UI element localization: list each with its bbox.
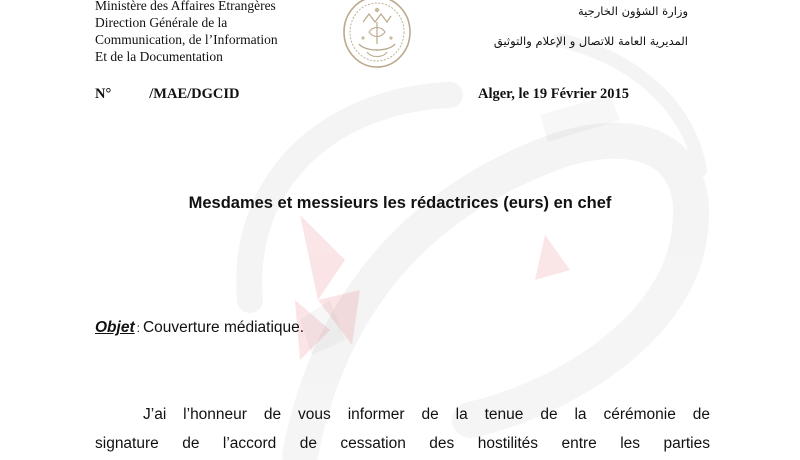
ministry-header-line: Ministère des Affaires Etrangères (95, 0, 276, 13)
algerian-state-seal-icon (339, 0, 415, 72)
reference-prefix: N° (95, 86, 112, 102)
ministry-header-french (95, 0, 278, 65)
ministry-header-line: Direction Générale de la (95, 15, 228, 30)
subject-colon: : (136, 321, 140, 335)
reference-number (95, 86, 240, 103)
letter-date: Alger, le 19 Février 2015 (478, 86, 629, 102)
arabic-header-line: المديرية العامة للاتصال و الإعلام والتوثيق (493, 34, 688, 48)
ministry-header-arabic (494, 3, 688, 49)
body-line: J’ai l’honneur de vous informer de la tenue de la cérémonie de (143, 406, 710, 423)
ministry-header-line: Communication, de l’Information (95, 32, 278, 47)
subject-line (95, 319, 304, 337)
body-line: signature de l’accord de cessation des hostilités entre les parties (95, 435, 710, 452)
letter-body (95, 400, 710, 458)
arabic-header-line: وزارة الشؤون الخارجية (577, 4, 688, 18)
reference-code: /MAE/DGCID (149, 86, 240, 102)
subject-text: Couverture médiatique. (142, 319, 305, 336)
addressee-heading: Mesdames et messieurs les rédactrices (eurs) en chef (188, 194, 612, 212)
ministry-header-line: Et de la Documentation (95, 49, 223, 64)
subject-label: Objet (95, 319, 135, 336)
